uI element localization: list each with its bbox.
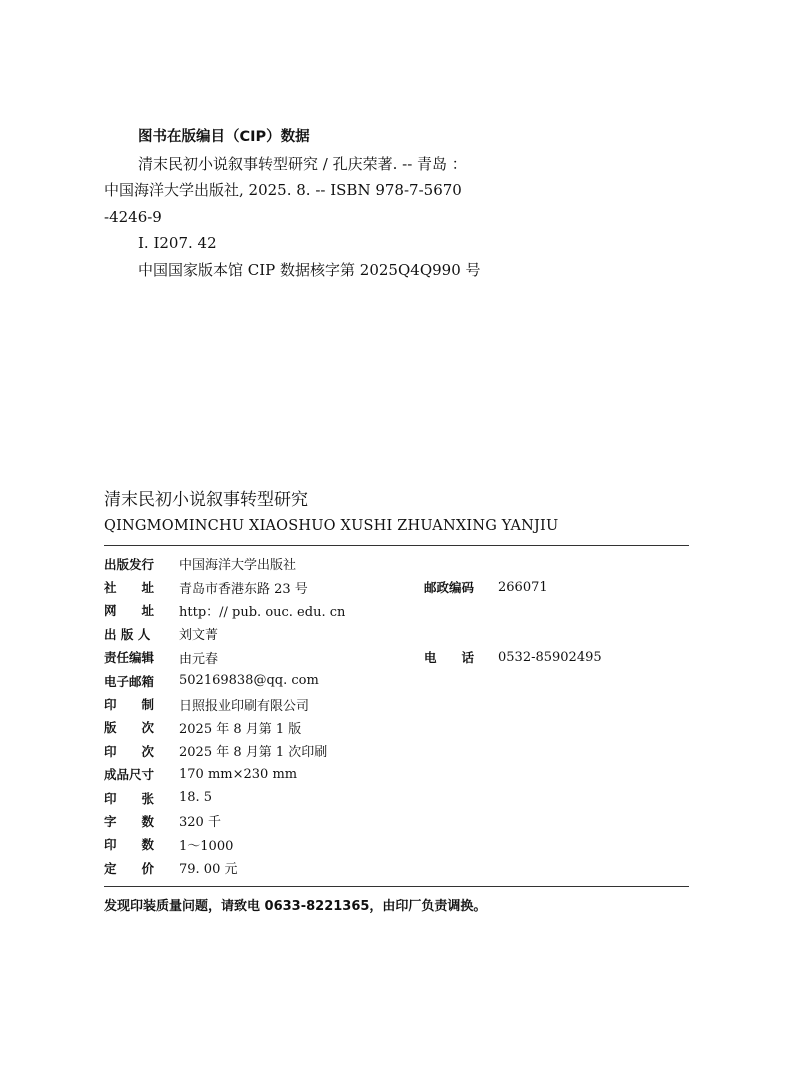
top-divider [104,545,689,546]
info-row-word-count [104,809,689,832]
book-title: 清末民初小说叙事转型研究 [104,490,308,510]
info-value: 刘文菁 [179,628,219,644]
info-value: 青岛市香港东路 23 号 [179,581,308,597]
info-value: 79. 00 元 [179,862,238,878]
info-value: 由元春 [179,651,219,667]
cip-classification: Ⅰ. I207. 42 [138,234,217,252]
info-label: 电子邮箱 [104,673,155,689]
info-value: 18. 5 [179,790,213,806]
cip-isbn-continuation: -4246-9 [104,207,162,226]
cip-heading: 图书在版编目（CIP）数据 [138,129,310,145]
info-label: 出 版 人 [104,626,151,642]
info-row-address [104,575,689,598]
info-label: 印 张 [104,790,155,806]
info-row-price [104,856,689,879]
info-label: 印 制 [104,697,155,713]
cip-block [104,124,704,283]
info-value: 2025 年 8 月第 1 次印刷 [179,745,328,761]
info-row-email [104,669,689,692]
info-label: 字 数 [104,813,155,829]
info-row-print-run [104,833,689,856]
info-value: 1～1000 [179,838,234,854]
book-title-pinyin: QINGMOMINCHU XIAOSHUO XUSHI ZHUANXING YANJIU [104,518,559,534]
info-row-size [104,763,689,786]
info-value: 日照报业印刷有限公司 [179,698,310,714]
info-label: 网 址 [104,603,155,619]
quality-notice: 发现印装质量问题，请致电 0633-8221365，由印厂负责调换。 [104,899,487,914]
info-label-postcode: 邮政编码 [424,580,475,596]
info-value: 170 mm×230 mm [179,766,298,782]
info-row-printer [104,692,689,715]
info-label: 责任编辑 [104,650,155,666]
info-value: 中国海洋大学出版社 [179,558,297,574]
info-row-editor [104,646,689,669]
info-row-sheets [104,786,689,809]
info-value: 2025 年 8 月第 1 版 [179,721,302,737]
info-label: 印 数 [104,837,155,853]
info-value-phone: 0532-85902495 [498,649,602,665]
info-label: 印 次 [104,743,155,759]
info-value: 320 千 [179,815,221,831]
info-label: 社 址 [104,580,155,596]
info-row-publisher-person [104,622,689,645]
info-label: 定 价 [104,860,155,876]
info-label-phone: 电 话 [424,650,475,666]
info-value: http：// pub. ouc. edu. cn [179,604,346,620]
info-label: 成品尺寸 [104,767,155,783]
bottom-divider [104,886,689,887]
cip-publisher-line: 中国海洋大学出版社, 2025. 8. -- ISBN 978-7-5670 [104,181,462,199]
info-value: 502169838@qq. com [179,673,319,689]
info-value-postcode: 266071 [498,579,548,595]
info-row-publisher [104,552,689,575]
info-label: 出版发行 [104,556,155,572]
info-label: 版 次 [104,720,155,736]
info-row-edition [104,716,689,739]
publication-info-table [104,552,689,879]
cip-record-number: 中国国家版本馆 CIP 数据核字第 2025Q4Q990 号 [138,260,481,279]
info-row-website [104,599,689,622]
cip-title-line: 清末民初小说叙事转型研究 / 孔庆荣著. -- 青岛 ： [138,154,467,173]
info-row-printing [104,739,689,762]
